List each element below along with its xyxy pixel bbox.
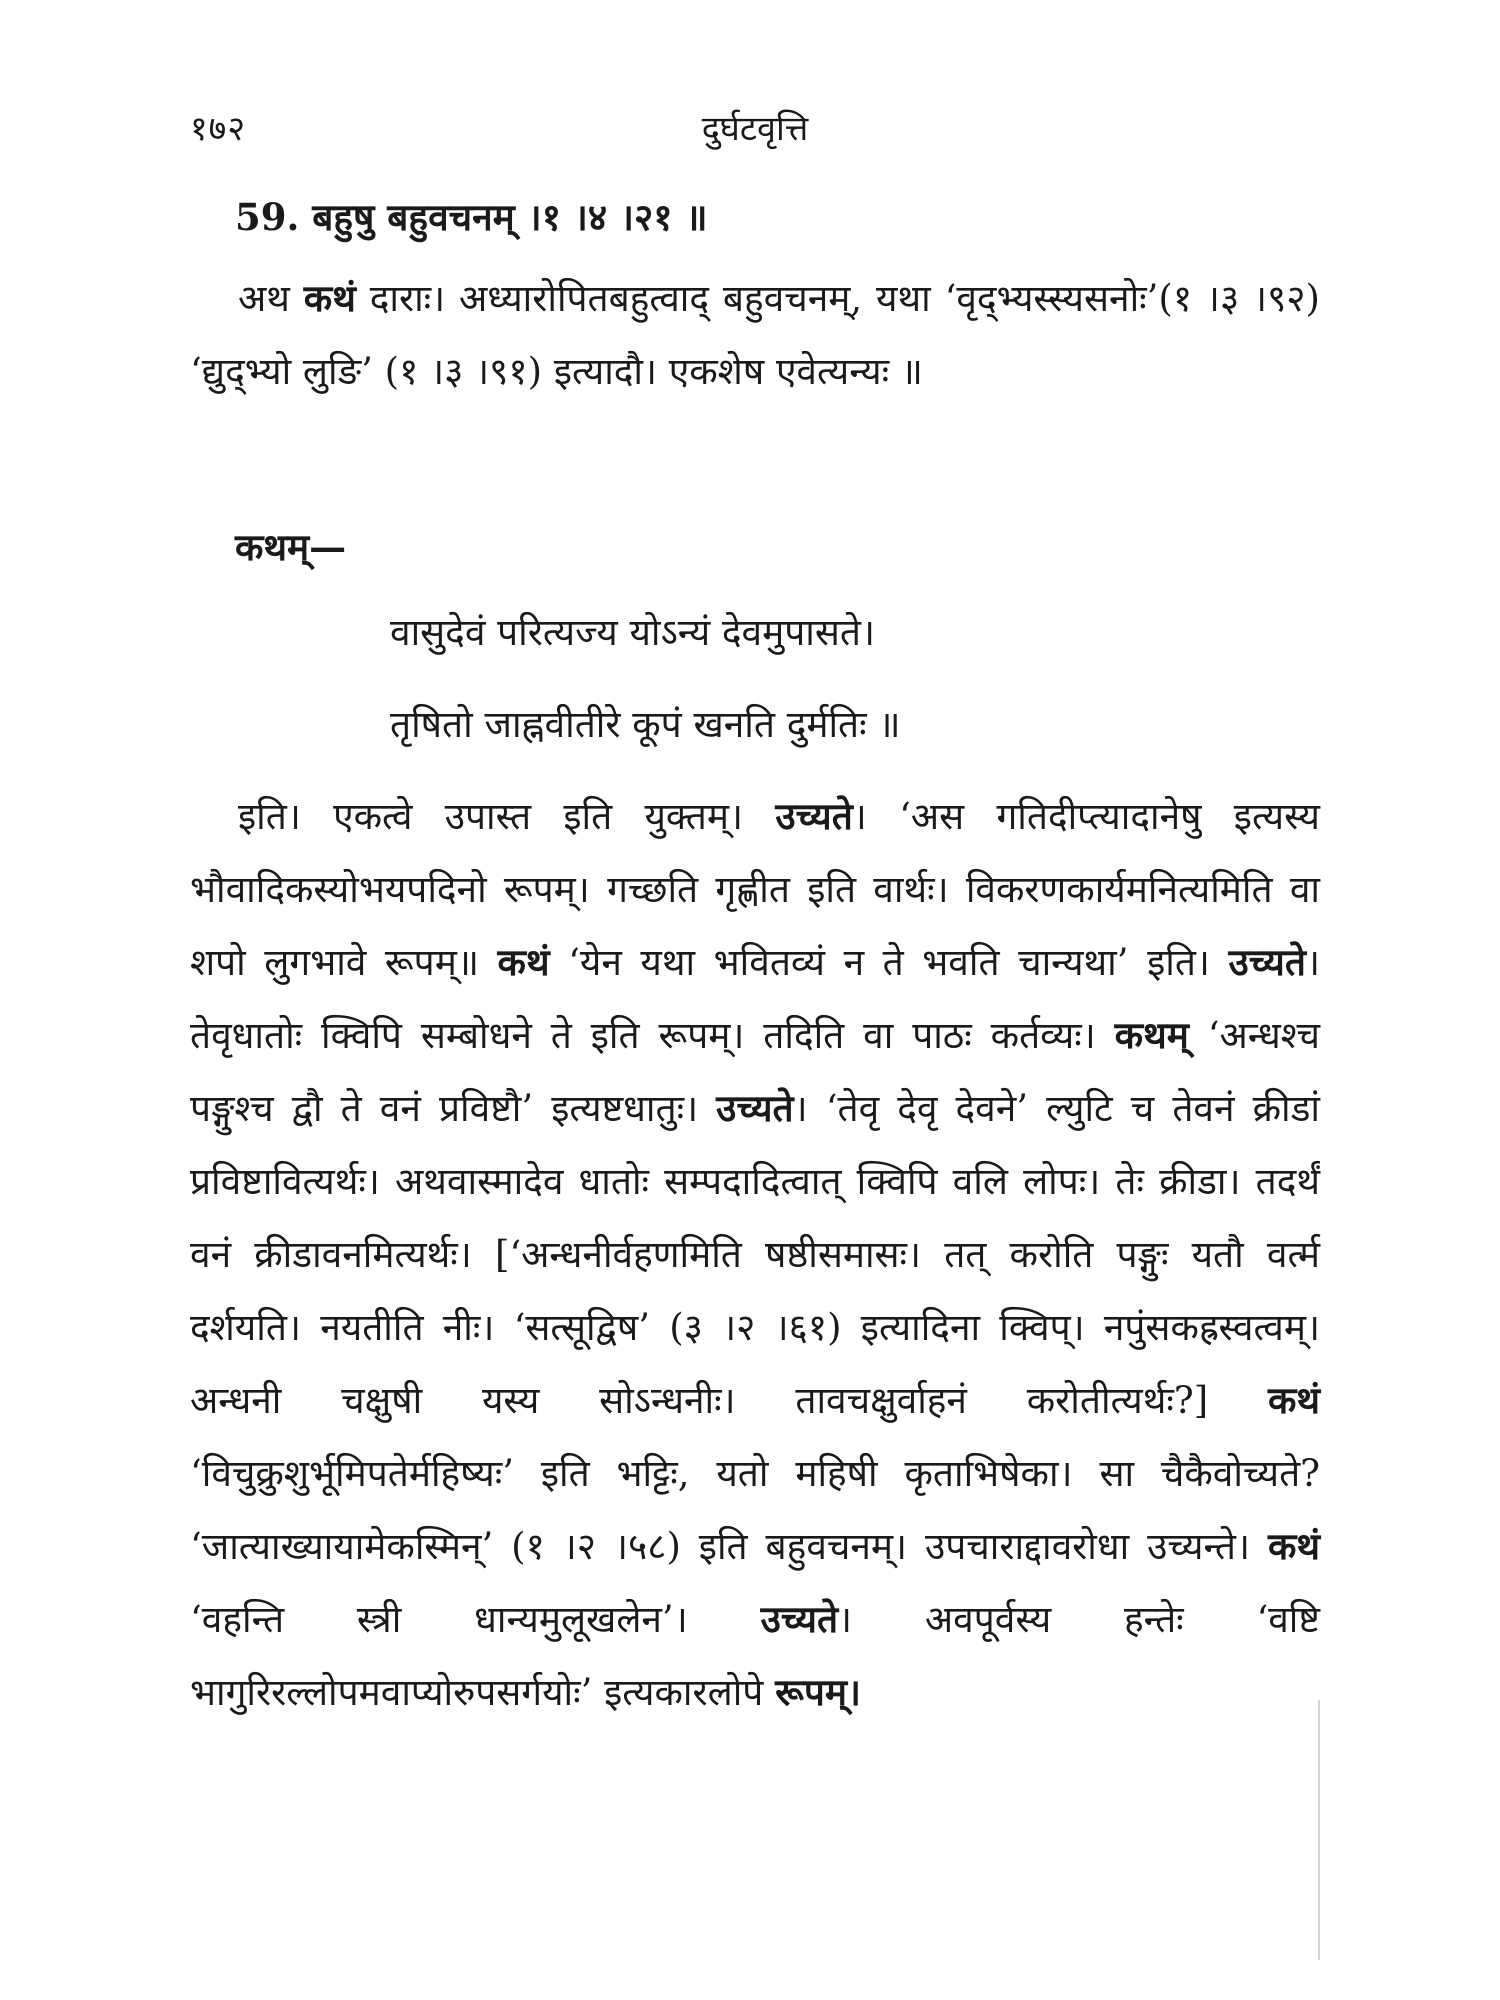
keyword-rupam: रूपम्। — [775, 1670, 861, 1714]
keyword-uchyate: उच्यते — [716, 1086, 794, 1130]
keyword-katham: कथम् — [1114, 1013, 1189, 1057]
keyword-katham: कथं — [1267, 1524, 1320, 1568]
keyword-katham: कथं — [303, 276, 356, 320]
text-run: ‘अन्धश्च पङ्गुश्च द्वौ ते वनं प्रविष्टौ’ इत्यष्टधातुः। — [190, 1014, 1321, 1130]
text-run: ‘विचुक्रुशुर्भूमिपतेर्महिष्यः’ इति भट्टिः, यतो महिषी कृताभिषेका। सा चैकैवोच्यते? ‘जात्याख्यायामेकस्मिन्’ (१ ।२ ।५८) इति बहुवचनम्। उपचाराद्दावरोधा उच्यन्ते। — [190, 1452, 1320, 1568]
text-run: । ‘अस गतिदीप्त्यादानेषु इत्यस्य भौवादिकस्योभयपदिनो रूपम्। गच्छति गृह्णीत इति वार्थः। विकरणकार्यमनित्यमिति वा शपो लुगभावे रूपम्॥ — [190, 795, 1320, 984]
keyword-uchyate: उच्यते — [760, 1597, 839, 1641]
text-run: । ‘तेवृ देवृ देवने’ ल्युटि च तेवनं क्रीडां प्रविष्टावित्यर्थः। अथवास्मादेव धातोः सम्पदादित्वात् क्विपि वलि लोपः। तेः क्रीडा। तदर्थं वनं क्रीडावनमित्यर्थः। [‘अन्धनीर्वहणमिति षष्ठीसमासः। तत् करोति पङ्गुः यतौ वर्त्म दर्शयति। नयतीति नीः। ‘सत्सूद्विष’ (३ ।२ ।६१) इत्यादिना क्विप्। नपुंसकह्रस्वत्वम्। अन्धनी चक्षुषी यस्य सोऽन्धनीः। तावचक्षुर्वाहनं करोतीत्यर्थः?] — [190, 1087, 1320, 1422]
text-run: अथ — [238, 277, 304, 320]
text-run: दाराः। अध्यारोपितबहुत्वाद् बहुवचनम्, यथा ‘वृद्भ्यस्स्यसनोः’(१ ।३ ।९२) ‘द्युद्भ्यो लुङि’ (१ ।३ ।९१) इत्यादौ। एकशेष एवेत्यन्यः ॥ — [190, 277, 1320, 393]
page-edge-shadow — [1318, 1700, 1320, 1960]
running-title: दुर्घटवृत्ति — [701, 109, 809, 149]
verse-line-2: तृषितो जाह्नवीतीरे कूपं खनति दुर्मतिः ॥ — [390, 703, 901, 746]
keyword-katham: कथं — [497, 940, 550, 984]
text-run: ‘वहन्ति स्त्री धान्यमुलूखलेन’। — [190, 1598, 761, 1641]
text-run: । अवपूर्वस्य हन्तेः ‘वष्टि भागुरिरल्लोपमवाप्योरुपसर्गयोः’ इत्यकारलोपे — [190, 1598, 1320, 1714]
text-run: । तेवृधातोः क्विपि सम्बोधने ते इति रूपम्। तदिति वा पाठः कर्तव्यः। — [190, 941, 1320, 1057]
page-number: १७२ — [190, 109, 247, 149]
text-run: ‘येन यथा भवितव्यं न ते भवति चान्यथा’ इति। — [549, 941, 1229, 984]
keyword-uchyate: उच्यते — [1228, 940, 1306, 984]
keyword-katham: कथं — [1267, 1378, 1320, 1422]
running-head — [190, 98, 1320, 158]
verse-line-1: वासुदेवं परित्यज्य योऽन्यं देवमुपासते। — [390, 611, 875, 654]
paragraph-1 — [190, 262, 1320, 408]
text-run: इति। एकत्वे उपास्त इति युक्तम्। — [238, 795, 776, 838]
keyword-uchyate: उच्यते — [775, 794, 853, 838]
sutra-heading: 59. बहुषु बहुवचनम् ।१ ।४ ।२१ ॥ — [235, 195, 708, 239]
katham-heading: कथम्— — [235, 525, 347, 569]
paragraph-2 — [190, 780, 1320, 1729]
